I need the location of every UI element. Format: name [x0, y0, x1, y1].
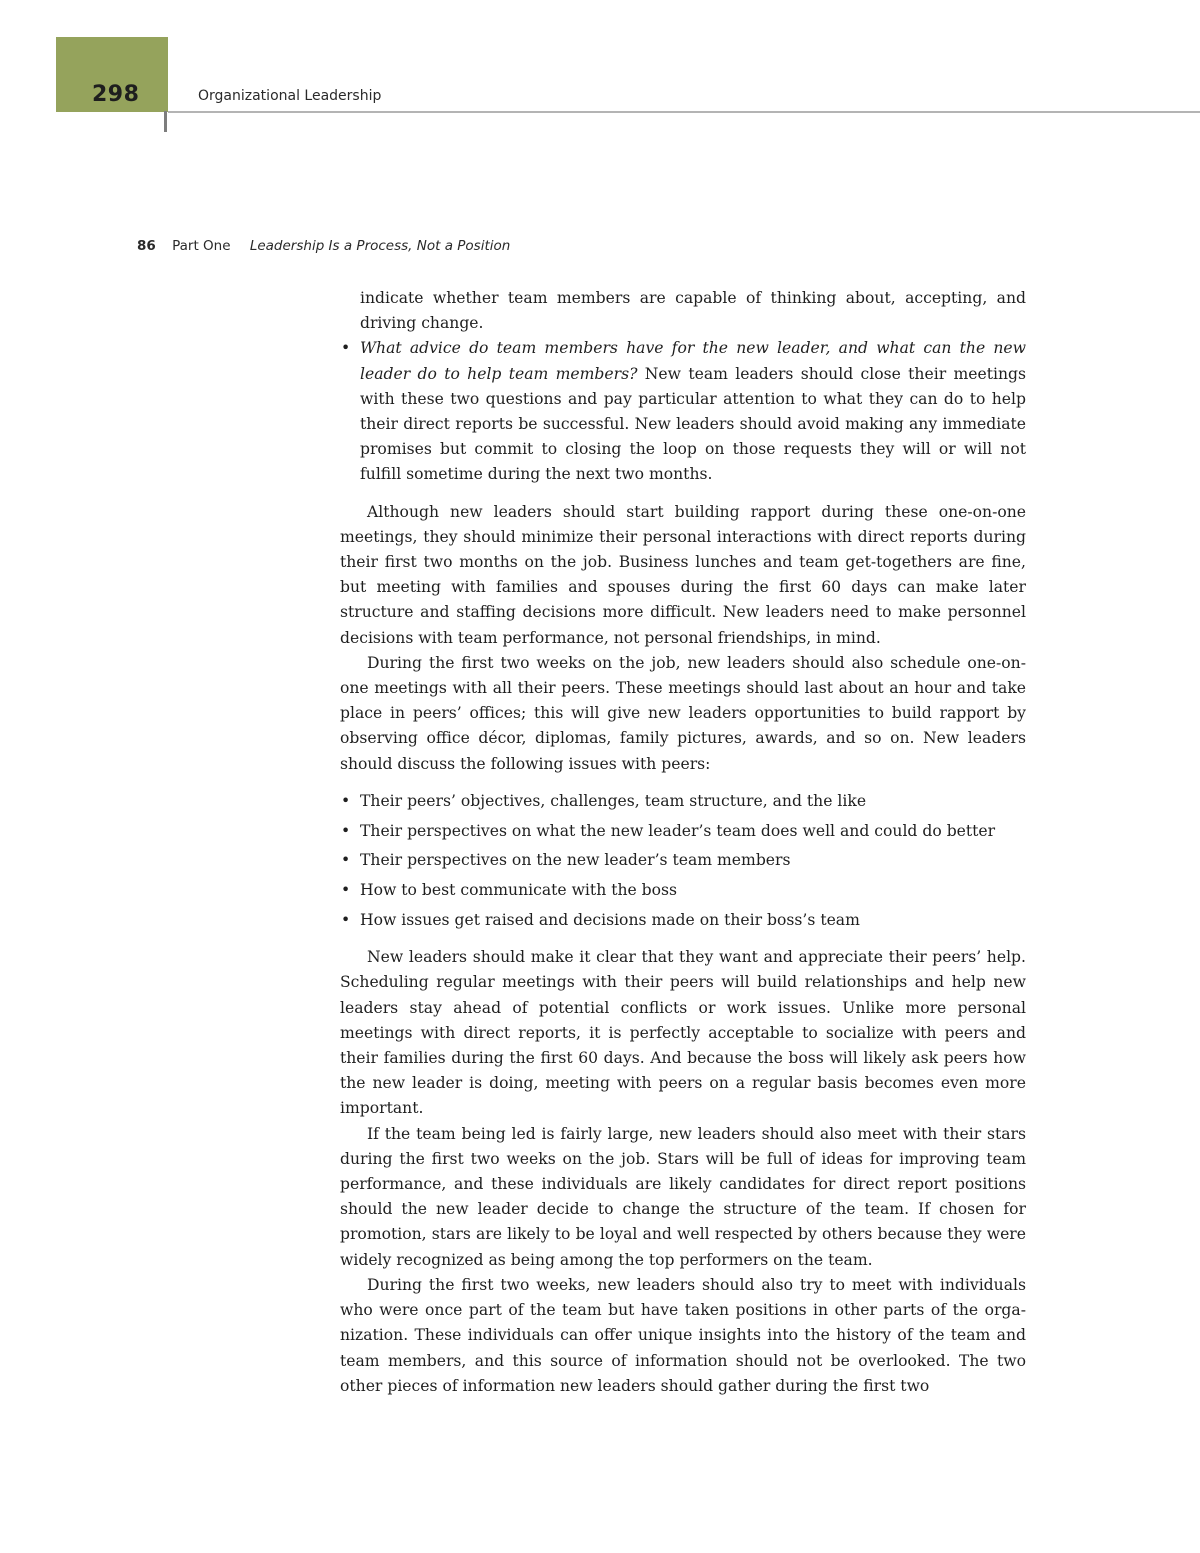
list-item [340, 789, 1026, 814]
peer-issues-list [340, 789, 1026, 933]
list-item-text: How issues get raised and decisions made on their boss’s team [360, 911, 860, 930]
paragraph-stars: If the team being led is fairly large, new leaders should also meet with their stars during the first two weeks on the job. Stars will be full of ideas for improving team performance, and these individuals are likely candidates for direct report positions should the new leader decide to change the structure of the team. If chosen for promotion, stars are likely to be loyal and well respected by others because they were widely recognized as being among the top performers on the team. [340, 1124, 1026, 1269]
list-item [340, 848, 1026, 873]
header-rule-tick [164, 111, 167, 132]
list-item-text: Their perspectives on the new leader’s team members [360, 851, 791, 870]
running-head-title: Leadership Is a Process, Not a Position [249, 238, 511, 254]
list-item-text: How to best communicate with the boss [360, 881, 678, 900]
header-rule [168, 111, 1200, 113]
paragraph-former-members: During the first two weeks, new leaders should also try to meet with individuals who were once part of the team but have taken positions in other parts of the organization. These individuals can offer unique insights into the history of the team and team members, and this source of information should not be overlooked. The two other pieces of information new leaders should gather during the first two [340, 1275, 1026, 1395]
list-item [340, 878, 1026, 903]
book-title: Organizational Leadership [198, 88, 382, 104]
running-head-part: Part One [172, 238, 231, 254]
bullet-icon: • [341, 881, 351, 900]
list-item-text: Their peers’ objectives, challenges, team structure, and the like [360, 791, 867, 810]
running-head [137, 238, 510, 254]
list-item-text: Their perspectives on what the new leader’s team does well and could do better [360, 821, 996, 840]
running-head-page-number: 86 [137, 238, 156, 254]
bullet-question: What advice do team members have for the new leader, and what can the new leader do to help team members? [360, 339, 1026, 383]
paragraph-appreciate: New leaders should make it clear that they want and appreciate their peers’ help. Scheduling regular meetings with their peers will build relationships and help new leaders stay ahead of potential conflicts or work issues. Unlike more personal meetings with direct reports, it is perfectly acceptable to socialize with peers and their families during the first 60 days. And because the boss will likely ask peers how the new leader is doing, meeting with peers on a regular basis becomes even more important. [340, 948, 1026, 1118]
bullet-icon: • [341, 791, 351, 810]
bullet-icon: • [341, 911, 351, 930]
bullet-icon: • [341, 339, 351, 358]
bullet-icon: • [341, 821, 351, 840]
list-item [340, 336, 1026, 487]
paragraph-rapport: Although new leaders should start building rapport during these one-on-one meetings, they should minimize their personal interactions with direct reports during their first two months on the job. Business lunches and team get-togethers are fine, but meeting with families and spouses during the first 60 days can make later structure and staffing decisions more difficult. New leaders need to make personnel decisions with team performance, not personal friendships, in mind. [340, 502, 1026, 647]
bullet-continuation: indicate whether team members are capable of thinking about, accepting, and driving change. [360, 289, 1026, 333]
page-number: 298 [92, 82, 140, 107]
paragraph-peers: During the first two weeks on the job, new leaders should also schedule one-on-one meetings with all their peers. These meetings should last about an hour and take place in peers’ offices; this will give new leaders opportunities to build rapport by observing office décor, diplomas, family pictures, awards, and so on. New leaders should discuss the following issues with peers: [340, 653, 1026, 773]
bullet-icon: • [341, 851, 351, 870]
list-item [340, 819, 1026, 844]
advice-bullet-list [340, 336, 1026, 487]
list-item [340, 908, 1026, 933]
bullet-text: New team leaders should close their meetings with these two questions and pay particular attention to what they can do to help their direct reports be successful. New leaders should avoid making any immediate promises but commit to closing the loop on those requests they will or will not fulfill sometime during the next two months. [360, 364, 1026, 484]
body-text [340, 286, 1026, 1399]
